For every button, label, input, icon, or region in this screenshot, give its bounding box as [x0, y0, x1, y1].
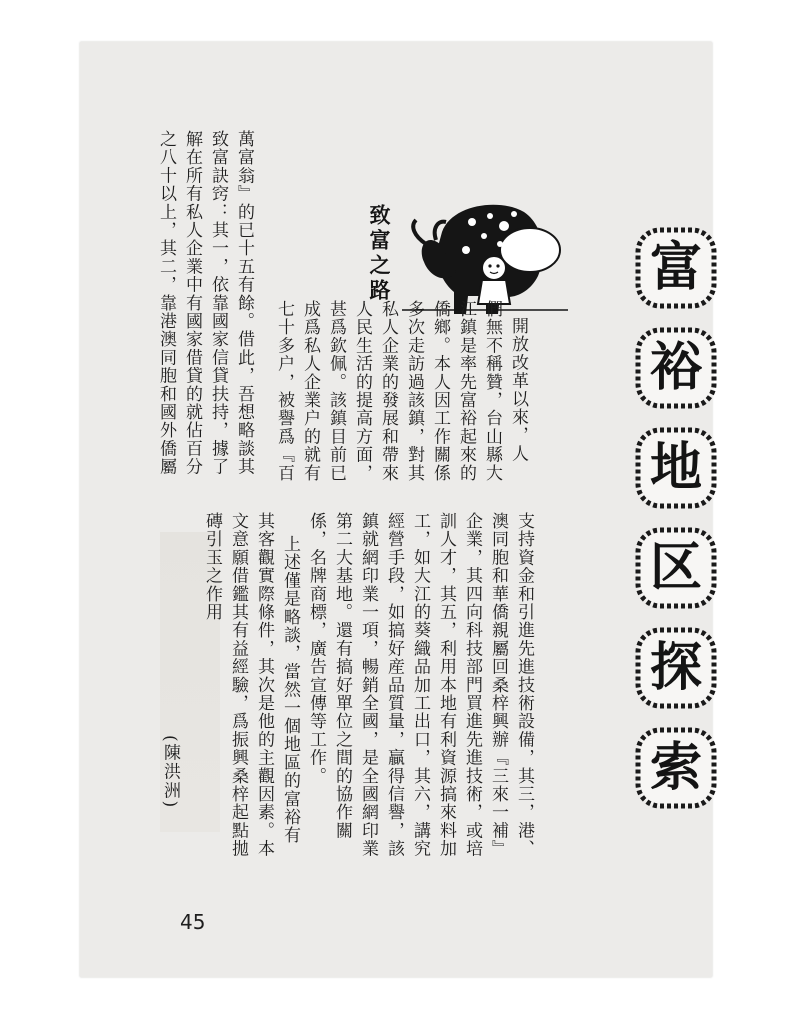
- body-column: 經營手段，如搞好産品質量，贏得信譽，該: [384, 512, 404, 858]
- body-column: 係，名牌商標，廣告宣傳等工作。: [306, 512, 326, 785]
- body-column: 解在所有私人企業中有國家借貸的就佔百分: [182, 130, 202, 476]
- body-column: 江鎮是率先富裕起來的: [456, 300, 476, 482]
- body-column: 訓人才，其五，利用本地有利資源搞來料加: [436, 512, 456, 858]
- body-column: 磚引玉之作用: [202, 512, 222, 622]
- body-column: 開放改革以來，人: [508, 317, 528, 463]
- body-column: 文意願借鑑其有益經驗，爲振興桑梓起點拋: [228, 512, 248, 858]
- title-char: 区: [649, 537, 702, 598]
- title-char-frame: [628, 720, 724, 816]
- body-column: 其客觀實際條件，其次是他的主觀因素。本: [254, 512, 274, 858]
- title-char: 探: [649, 637, 702, 698]
- ox-and-child-illustration: [402, 192, 568, 317]
- body-column: 人民生活的提高方面，: [352, 300, 372, 482]
- body-column: 們無不稱贊，台山縣大: [482, 300, 502, 482]
- body-column: 上述僅是略談，當然一個地區的富裕有: [280, 535, 300, 845]
- title-char-frame: [628, 420, 724, 516]
- body-column: 成爲私人企業户的就有: [300, 300, 320, 482]
- title-char-frame: [628, 520, 724, 616]
- body-column: 甚爲欽佩。該鎮目前已: [326, 300, 346, 482]
- article-subheading: 致富之路: [367, 204, 392, 304]
- body-column: 之八十以上，其二，靠港澳同胞和國外僑屬: [156, 130, 176, 476]
- title-char: 地: [649, 437, 702, 498]
- body-column: 工，如大江的葵織品加工出口，其六，講究: [410, 512, 430, 858]
- body-column: 鎮就網印業一項，暢銷全國，是全國網印業: [358, 512, 378, 858]
- author-credit: (陳洪洲): [160, 735, 180, 810]
- body-column: 支持資金和引進先進技術設備，其三，港、: [514, 512, 534, 858]
- title-char: 裕: [649, 337, 702, 398]
- title-char: 富: [649, 237, 702, 298]
- title-char-frame: [628, 620, 724, 716]
- body-column: 致富訣窍：其一，依靠國家信貸扶持，據了: [208, 130, 228, 476]
- title-char-frame: [628, 220, 724, 316]
- body-column: 七十多户，被譽爲『百: [274, 300, 294, 482]
- title-char: 索: [649, 737, 702, 798]
- body-column: 僑鄉。本人因工作關係: [430, 300, 450, 482]
- body-column: 私人企業的發展和帶來: [378, 300, 398, 482]
- body-column: 第二大基地。還有搞好單位之間的協作關: [332, 512, 352, 840]
- body-column: 澳同胞和華僑親屬回桑梓興辦『三來一補』: [488, 512, 508, 858]
- page-number: 45: [180, 910, 206, 934]
- body-column: 萬富翁』的已十五有餘。借此，吾想略談其: [234, 130, 254, 476]
- body-column: 多次走訪過該鎮，對其: [404, 300, 424, 482]
- body-column: 企業，其四向科技部門買進先進技術，或培: [462, 512, 482, 858]
- book-page: [80, 42, 712, 977]
- title-char-frame: [628, 320, 724, 416]
